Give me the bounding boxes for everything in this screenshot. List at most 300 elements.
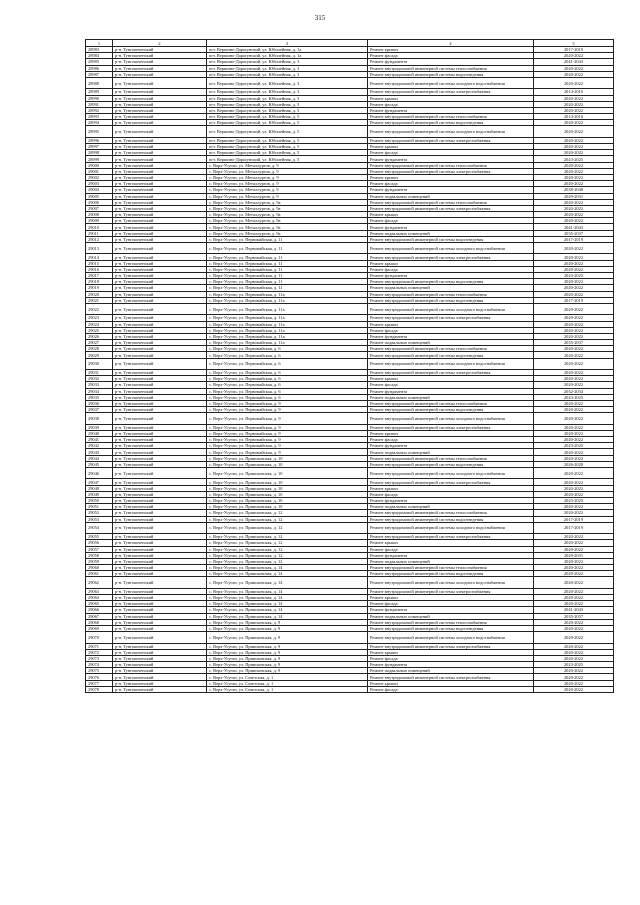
period-cell: 2014-2016 [534,114,614,120]
district-cell: р-н. Тунгокоченский [113,230,207,236]
work-type-cell: Ремонт внутридомовой инженерной системы водоотведения [368,279,534,285]
work-type-cell: Ремонт фасада [368,437,534,443]
district-cell: р-н. Тунгокоченский [113,437,207,443]
address-cell: с. Верх-Усугли, ул. Приисковская, д. 14 [207,571,368,577]
row-number-cell: 29042 [86,443,113,449]
row-number-cell: 28994 [86,120,113,126]
address-cell: с. Верх-Усугли, ул. Металлургов, д. 9а [207,218,368,224]
district-cell: р-н. Тунгокоченский [113,479,207,485]
row-number-cell: 29059 [86,558,113,564]
address-cell: с. Верх-Усугли, ул. Металлургов, д. 9а [207,205,368,211]
row-number-cell: 29077 [86,680,113,686]
district-cell: р-н. Тунгокоченский [113,643,207,649]
district-cell: р-н. Тунгокоченский [113,424,207,430]
period-cell: 2020-2022 [534,144,614,150]
row-number-cell: 28991 [86,101,113,107]
row-number-cell: 29041 [86,437,113,443]
period-cell: 2020-2022 [534,168,614,174]
work-type-cell: Ремонт внутридомовой инженерной системы холодного водоснабжения [368,126,534,137]
district-cell: р-н. Тунгокоченский [113,236,207,242]
work-type-cell: Ремонт внутридомовой инженерной системы электроснабжения [368,424,534,430]
row-number-cell: 29062 [86,577,113,588]
period-cell: 2020-2022 [534,212,614,218]
address-cell: с. Верх-Усугли, ул. Первомайская, д. 11 [207,272,368,278]
row-number-cell: 29044 [86,455,113,461]
address-cell: пгт. Вершино-Дарасунский, ул. Юбилейная, д. 5 [207,126,368,137]
district-cell: р-н. Тунгокоченский [113,285,207,291]
district-cell: р-н. Тунгокоченский [113,565,207,571]
period-cell: 2020-2022 [534,400,614,406]
period-cell: 2020-2022 [534,162,614,168]
address-cell: с. Верх-Усугли, ул. Первомайская, д. 11а [207,297,368,303]
period-cell: 2020-2022 [534,619,614,625]
period-cell: 2020-2022 [534,120,614,126]
row-number-cell: 29070 [86,632,113,643]
row-number-cell: 29006 [86,199,113,205]
period-cell: 2020-2022 [534,53,614,59]
row-number-cell: 29018 [86,279,113,285]
row-number-cell: 29019 [86,285,113,291]
work-type-cell: Ремонт фасада [368,382,534,388]
period-cell: 2020-2022 [534,625,614,631]
district-cell: р-н. Тунгокоченский [113,370,207,376]
row-number-cell: 28993 [86,114,113,120]
work-type-cell: Ремонт внутридомовой инженерной системы теплоснабжения [368,199,534,205]
address-cell: пгт. Вершино-Дарасунский, ул. Юбилейная, д. 3 [207,65,368,71]
period-cell: 2014-2016 [534,89,614,95]
work-type-cell: Ремонт фасада [368,266,534,272]
work-type-cell: Ремонт внутридомовой инженерной системы водоотведения [368,625,534,631]
address-cell: пгт. Вершино-Дарасунский, ул. Юбилейная, д. 5 [207,107,368,113]
period-cell: 2020-2022 [534,449,614,455]
work-type-cell: Ремонт фундамента [368,607,534,613]
period-cell: 2029-2031 [534,193,614,199]
work-type-cell: Ремонт подвальных помещений [368,394,534,400]
period-cell: 2020-2022 [534,437,614,443]
row-number-cell: 29013 [86,243,113,254]
work-type-cell: Ремонт внутридомовой инженерной системы теплоснабжения [368,400,534,406]
work-type-cell: Ремонт внутридомовой инженерной системы электроснабжения [368,168,534,174]
row-number-cell: 29048 [86,485,113,491]
row-number-cell: 29033 [86,382,113,388]
row-number-cell: 29032 [86,376,113,382]
address-cell: с. Верх-Усугли, ул. Приисковская, д. 9 [207,655,368,661]
work-type-cell: Ремонт внутридомовой инженерной системы водоотведения [368,571,534,577]
work-type-cell: Ремонт фундамента [368,224,534,230]
work-type-cell: Ремонт внутридомовой инженерной системы водоотведения [368,71,534,77]
address-cell: с. Верх-Усугли, ул. Металлургов, д. 9а [207,224,368,230]
row-number-cell: 29014 [86,254,113,260]
address-cell: с. Верх-Усугли, ул. Металлургов, д. 9 [207,168,368,174]
address-cell: с. Верх-Усугли, ул. Металлургов, д. 9 [207,181,368,187]
period-cell: 2035-2037 [534,230,614,236]
address-cell: с. Верх-Усугли, ул. Приисковская, д. 12 [207,546,368,552]
work-type-cell: Ремонт подвальных помещений [368,668,534,674]
row-number-cell: 28989 [86,89,113,95]
work-type-cell: Ремонт внутридомовой инженерной системы холодного водоснабжения [368,468,534,479]
period-cell: 2020-2022 [534,413,614,424]
district-cell: р-н. Тунгокоченский [113,162,207,168]
district-cell: р-н. Тунгокоченский [113,534,207,540]
work-type-cell: Ремонт внутридомовой инженерной системы электроснабжения [368,370,534,376]
period-cell: 2020-2022 [534,479,614,485]
column-header: 2 [113,40,207,47]
row-number-cell: 29038 [86,413,113,424]
work-type-cell: Ремонт внутридомовой инженерной системы теплоснабжения [368,65,534,71]
district-cell: р-н. Тунгокоченский [113,632,207,643]
district-cell: р-н. Тунгокоченский [113,89,207,95]
row-number-cell: 29046 [86,468,113,479]
period-cell: 2020-2022 [534,199,614,205]
work-type-cell: Ремонт подвальных помещений [368,340,534,346]
period-cell: 2041-2043 [534,59,614,65]
address-cell: с. Верх-Усугли, ул. Металлургов, д. 9 [207,187,368,193]
work-type-cell: Ремонт внутридомовой инженерной системы электроснабжения [368,643,534,649]
district-cell: р-н. Тунгокоченский [113,595,207,601]
work-type-cell: Ремонт подвальных помещений [368,193,534,199]
district-cell: р-н. Тунгокоченский [113,205,207,211]
work-type-cell: Ремонт внутридомовой инженерной системы холодного водоснабжения [368,632,534,643]
address-cell: с. Верх-Усугли, ул. Приисковская, д. 10 [207,497,368,503]
period-cell: 2020-2022 [534,595,614,601]
address-cell: с. Верх-Усугли, ул. Первомайская, д. 9 [207,437,368,443]
address-cell: с. Верх-Усугли, ул. Приисковская, д. 10 [207,479,368,485]
row-number-cell: 29037 [86,407,113,413]
work-type-cell: Ремонт внутридомовой инженерной системы электроснабжения [368,534,534,540]
district-cell: р-н. Тунгокоченский [113,59,207,65]
row-number-cell: 29005 [86,193,113,199]
district-cell: р-н. Тунгокоченский [113,47,207,53]
district-cell: р-н. Тунгокоченский [113,625,207,631]
district-cell: р-н. Тунгокоченский [113,315,207,321]
period-cell: 2020-2022 [534,407,614,413]
table-row [86,243,614,254]
work-type-cell: Ремонт внутридомовой инженерной системы электроснабжения [368,89,534,95]
address-cell: пгт. Вершино-Дарасунский, ул. Юбилейная, д. 5 [207,137,368,143]
row-number-cell: 28983 [86,47,113,53]
district-cell: р-н. Тунгокоченский [113,358,207,369]
work-type-cell: Ремонт внутридомовой инженерной системы теплоснабжения [368,510,534,516]
address-cell: с. Верх-Усугли, ул. Приисковская, д. 9 [207,632,368,643]
period-cell: 2020-2022 [534,534,614,540]
row-number-cell: 29071 [86,643,113,649]
period-cell: 2023-2025 [534,156,614,162]
address-cell: с. Верх-Усугли, ул. Советская, д. 1 [207,686,368,692]
period-cell: 2020-2022 [534,358,614,369]
work-type-cell: Ремонт внутридомовой инженерной системы водоотведения [368,516,534,522]
row-number-cell: 29053 [86,516,113,522]
row-number-cell: 29007 [86,205,113,211]
district-cell: р-н. Тунгокоченский [113,601,207,607]
period-cell: 2020-2022 [534,455,614,461]
district-cell: р-н. Тунгокоченский [113,400,207,406]
address-cell: с. Верх-Усугли, ул. Приисковская, д. 10 [207,504,368,510]
work-type-cell: Ремонт крыши [368,595,534,601]
district-cell: р-н. Тунгокоченский [113,321,207,327]
work-type-cell: Ремонт фасада [368,181,534,187]
period-cell: 2017-2019 [534,236,614,242]
address-cell: пгт. Вершино-Дарасунский, ул. Юбилейная, д. 5 [207,156,368,162]
work-type-cell: Ремонт фасада [368,327,534,333]
work-type-cell: Ремонт крыши [368,680,534,686]
district-cell: р-н. Тунгокоченский [113,485,207,491]
period-cell: 2020-2022 [534,649,614,655]
period-cell: 2020-2022 [534,321,614,327]
period-cell: 2020-2022 [534,601,614,607]
row-number-cell: 29028 [86,346,113,352]
district-cell: р-н. Тунгокоченский [113,674,207,680]
period-cell: 2020-2022 [534,346,614,352]
row-number-cell: 29058 [86,552,113,558]
table-row [86,413,614,424]
row-number-cell: 29075 [86,668,113,674]
work-type-cell: Ремонт крыши [368,144,534,150]
address-cell: с. Верх-Усугли, ул. Первомайская, д. 11 [207,266,368,272]
row-number-cell: 28995 [86,126,113,137]
work-type-cell: Ремонт внутридомовой инженерной системы водоотведения [368,297,534,303]
district-cell: р-н. Тунгокоченский [113,577,207,588]
period-cell: 2023-2025 [534,272,614,278]
district-cell: р-н. Тунгокоченский [113,455,207,461]
district-cell: р-н. Тунгокоченский [113,558,207,564]
address-cell: с. Верх-Усугли, ул. Приисковская, д. 9 [207,625,368,631]
work-type-cell: Ремонт внутридомовой инженерной системы теплоснабжения [368,565,534,571]
district-cell: р-н. Тунгокоченский [113,193,207,199]
district-cell: р-н. Тунгокоченский [113,77,207,88]
district-cell: р-н. Тунгокоченский [113,388,207,394]
work-type-cell: Ремонт фасада [368,101,534,107]
period-cell: 2020-2022 [534,382,614,388]
row-number-cell: 28984 [86,53,113,59]
work-type-cell: Ремонт подвальных помещений [368,504,534,510]
address-cell: с. Верх-Усугли, ул. Первомайская, д. 11 [207,236,368,242]
district-cell: р-н. Тунгокоченский [113,333,207,339]
table-row [86,126,614,137]
district-cell: р-н. Тунгокоченский [113,181,207,187]
row-number-cell: 28986 [86,65,113,71]
address-cell: пгт. Вершино-Дарасунский, ул. Юбилейная, д. 3 [207,95,368,101]
address-cell: с. Верх-Усугли, ул. Приисковская, д. 12 [207,516,368,522]
address-cell: с. Верх-Усугли, ул. Приисковская, д. 9 [207,662,368,668]
address-cell: с. Верх-Усугли, ул. Первомайская, д. 9 [207,424,368,430]
address-cell: с. Верх-Усугли, ул. Приисковская, д. 12 [207,510,368,516]
district-cell: р-н. Тунгокоченский [113,266,207,272]
column-header: 4 [368,40,534,47]
district-cell: р-н. Тунгокоченский [113,218,207,224]
row-number-cell: 29074 [86,662,113,668]
row-number-cell: 29004 [86,187,113,193]
district-cell: р-н. Тунгокоченский [113,522,207,533]
address-cell: с. Верх-Усугли, ул. Первомайская, д. 11а [207,321,368,327]
row-number-cell: 29017 [86,272,113,278]
work-type-cell: Ремонт подвальных помещений [368,230,534,236]
row-number-cell: 29043 [86,449,113,455]
address-cell: с. Верх-Усугли, ул. Первомайская, д. 11а [207,327,368,333]
work-type-cell: Ремонт фундамента [368,497,534,503]
district-cell: р-н. Тунгокоченский [113,340,207,346]
work-type-cell: Ремонт фасада [368,601,534,607]
table-row [86,577,614,588]
row-number-cell: 28988 [86,77,113,88]
row-number-cell: 29030 [86,358,113,369]
period-cell: 2023-2025 [534,443,614,449]
row-number-cell: 29049 [86,491,113,497]
district-cell: р-н. Тунгокоченский [113,212,207,218]
address-cell: пгт. Вершино-Дарасунский, ул. Юбилейная, д. 5 [207,120,368,126]
row-number-cell: 29035 [86,394,113,400]
row-number-cell: 29008 [86,212,113,218]
work-type-cell: Ремонт фасада [368,546,534,552]
period-cell: 2020-2022 [534,303,614,314]
district-cell: р-н. Тунгокоченский [113,352,207,358]
district-cell: р-н. Тунгокоченский [113,126,207,137]
address-cell: с. Верх-Усугли, ул. Первомайская, д. 6 [207,388,368,394]
work-type-cell: Ремонт подвальных помещений [368,285,534,291]
work-type-cell: Ремонт внутридомовой инженерной системы электроснабжения [368,205,534,211]
period-cell: 2020-2022 [534,71,614,77]
row-number-cell: 29064 [86,595,113,601]
table-row [86,686,614,692]
address-cell: с. Верх-Усугли, ул. Первомайская, д. 11 [207,285,368,291]
address-cell: с. Верх-Усугли, ул. Приисковская, д. 14 [207,565,368,571]
address-cell: с. Верх-Усугли, ул. Приисковская, д. 9 [207,643,368,649]
work-type-cell: Ремонт фасада [368,150,534,156]
address-cell: с. Верх-Усугли, ул. Приисковская, д. 12 [207,540,368,546]
period-cell: 2020-2022 [534,485,614,491]
address-cell: с. Верх-Усугли, ул. Металлургов, д. 9 [207,162,368,168]
period-cell: 2020-2022 [534,291,614,297]
period-cell: 2020-2022 [534,181,614,187]
district-cell: р-н. Тунгокоченский [113,156,207,162]
row-number-cell: 29021 [86,297,113,303]
period-cell: 2020-2022 [534,65,614,71]
address-cell: с. Верх-Усугли, ул. Советская, д. 1 [207,680,368,686]
work-type-cell: Ремонт внутридомовой инженерной системы водоотведения [368,461,534,467]
work-type-cell: Ремонт фундамента [368,187,534,193]
period-cell: 2035-2037 [534,340,614,346]
row-number-cell: 29011 [86,230,113,236]
period-cell: 2023-2025 [534,394,614,400]
address-cell: с. Верх-Усугли, ул. Первомайская, д. 6 [207,370,368,376]
district-cell: р-н. Тунгокоченский [113,461,207,467]
work-type-cell: Ремонт внутридомовой инженерной системы холодного водоснабжения [368,77,534,88]
period-cell: 2017-2019 [534,297,614,303]
row-number-cell: 29068 [86,619,113,625]
work-type-cell: Ремонт фундамента [368,156,534,162]
address-cell: с. Верх-Усугли, ул. Приисковская, д. 10 [207,455,368,461]
district-cell: р-н. Тунгокоченский [113,619,207,625]
district-cell: р-н. Тунгокоченский [113,150,207,156]
address-cell: с. Верх-Усугли, ул. Первомайская, д. 11а [207,333,368,339]
period-cell: 2038-2040 [534,187,614,193]
period-cell: 2020-2022 [534,352,614,358]
row-number-cell: 29039 [86,424,113,430]
row-number-cell: 29003 [86,181,113,187]
district-cell: р-н. Тунгокоченский [113,430,207,436]
address-cell: с. Верх-Усугли, ул. Приисковская, д. 10 [207,461,368,467]
address-cell: с. Верх-Усугли, ул. Металлургов, д. 9а [207,199,368,205]
district-cell: р-н. Тунгокоченский [113,65,207,71]
address-cell: с. Верх-Усугли, ул. Приисковская, д. 10 [207,485,368,491]
row-number-cell: 29065 [86,601,113,607]
address-cell: с. Верх-Усугли, ул. Приисковская, д. 10 [207,468,368,479]
row-number-cell: 29036 [86,400,113,406]
table-row [86,632,614,643]
row-number-cell: 29060 [86,565,113,571]
period-cell: 2035-2037 [534,613,614,619]
row-number-cell: 29022 [86,303,113,314]
district-cell: р-н. Тунгокоченский [113,546,207,552]
address-cell: с. Верх-Усугли, ул. Приисковская, д. 14 [207,601,368,607]
row-number-cell: 29050 [86,497,113,503]
work-type-cell: Ремонт внутридомовой инженерной системы электроснабжения [368,254,534,260]
address-cell: пгт. Вершино-Дарасунский, ул. Юбилейная, д. 1а [207,53,368,59]
address-cell: с. Верх-Усугли, ул. Приисковская, д. 12 [207,534,368,540]
row-number-cell: 28987 [86,71,113,77]
address-cell: с. Верх-Усугли, ул. Первомайская, д. 6 [207,394,368,400]
work-type-cell: Ремонт внутридомовой инженерной системы водоотведения [368,236,534,242]
period-cell: 2020-2022 [534,680,614,686]
work-type-cell: Ремонт фасада [368,218,534,224]
district-cell: р-н. Тунгокоченский [113,187,207,193]
district-cell: р-н. Тунгокоченский [113,279,207,285]
work-type-cell: Ремонт крыши [368,430,534,436]
address-cell: с. Верх-Усугли, ул. Первомайская, д. 6 [207,346,368,352]
address-cell: пгт. Вершино-Дарасунский, ул. Юбилейная, д. 3 [207,89,368,95]
page-number: 315 [314,14,326,22]
period-cell: 2020-2022 [534,107,614,113]
address-cell: с. Верх-Усугли, ул. Металлургов, д. 9 [207,193,368,199]
column-number-header-row [86,40,614,47]
table-body [86,47,614,693]
district-cell: р-н. Тунгокоченский [113,168,207,174]
district-cell: р-н. Тунгокоченский [113,443,207,449]
district-cell: р-н. Тунгокоченский [113,680,207,686]
district-cell: р-н. Тунгокоченский [113,588,207,594]
row-number-cell: 29056 [86,540,113,546]
address-cell: пгт. Вершино-Дарасунский, ул. Юбилейная, д. 5 [207,150,368,156]
work-type-cell: Ремонт фундамента [368,272,534,278]
district-cell: р-н. Тунгокоченский [113,254,207,260]
table-row [86,522,614,533]
period-cell: 2020-2022 [534,577,614,588]
address-cell: с. Верх-Усугли, ул. Металлургов, д. 9 [207,174,368,180]
row-number-cell: 29024 [86,321,113,327]
district-cell: р-н. Тунгокоченский [113,607,207,613]
district-cell: р-н. Тунгокоченский [113,613,207,619]
district-cell: р-н. Тунгокоченский [113,107,207,113]
district-cell: р-н. Тунгокоченский [113,53,207,59]
row-number-cell: 29067 [86,613,113,619]
address-cell: с. Верх-Усугли, ул. Первомайская, д. 9 [207,407,368,413]
district-cell: р-н. Тунгокоченский [113,95,207,101]
table-row [86,303,614,314]
work-type-cell: Ремонт внутридомовой инженерной системы электроснабжения [368,479,534,485]
address-cell: пгт. Вершино-Дарасунский, ул. Юбилейная, д. 3 [207,59,368,65]
row-number-cell: 29069 [86,625,113,631]
district-cell: р-н. Тунгокоченский [113,382,207,388]
row-number-cell: 29001 [86,168,113,174]
work-type-cell: Ремонт внутридомовой инженерной системы теплоснабжения [368,455,534,461]
address-cell: с. Верх-Усугли, ул. Первомайская, д. 6 [207,358,368,369]
period-cell: 2020-2022 [534,655,614,661]
district-cell: р-н. Тунгокоченский [113,144,207,150]
row-number-cell: 29031 [86,370,113,376]
period-cell: 2020-2022 [534,632,614,643]
period-cell: 2020-2022 [534,205,614,211]
address-cell: с. Верх-Усугли, ул. Приисковская, д. 9 [207,649,368,655]
row-number-cell: 29047 [86,479,113,485]
